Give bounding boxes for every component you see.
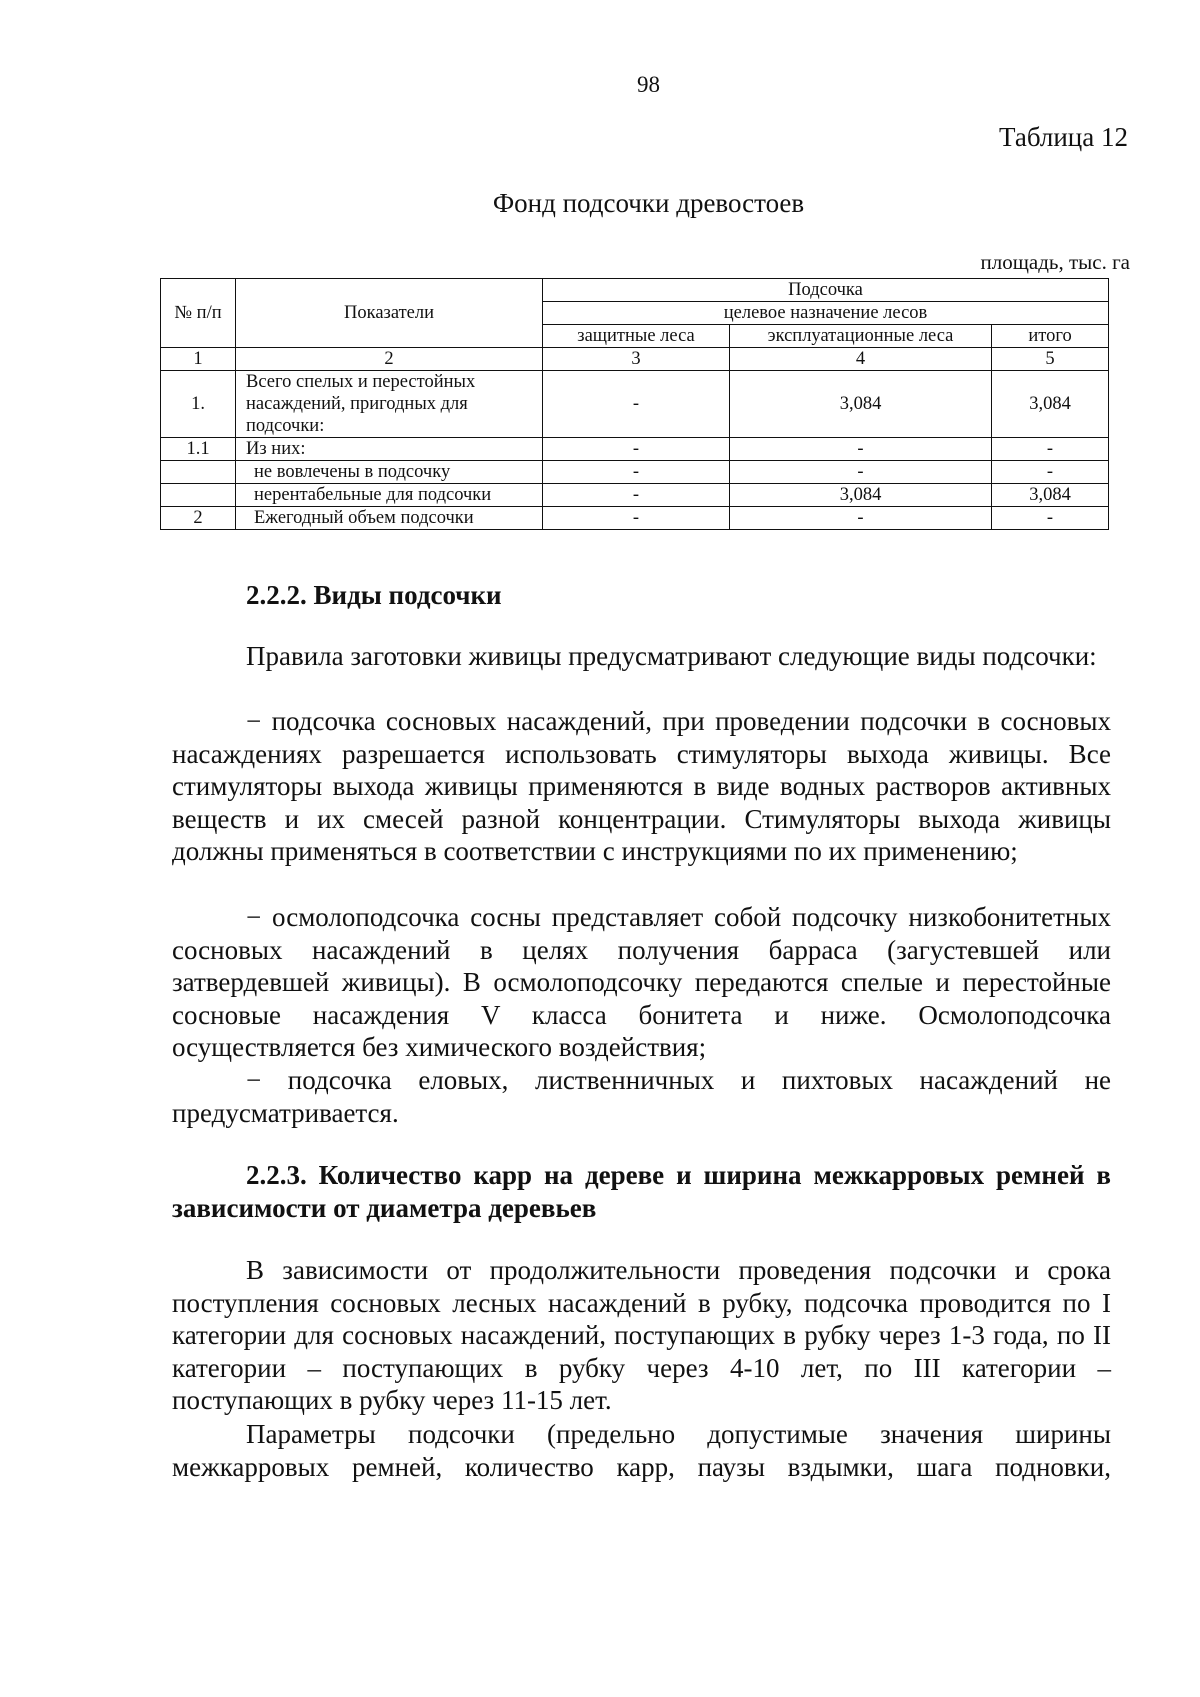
header-indicator: Показатели <box>236 279 543 348</box>
paragraph-list-item: − подсочка сосновых насаждений, при проведении подсочки в сосновых насаждениях разрешается использовать стимуляторы выхода живицы. Все стимуляторы выхода живицы применяются в виде водных растворов активных веществ и их смесей разной концентрации. Стимуляторы выхода живицы должны применяться в соответствии с инструкциями по их применению; <box>172 706 1111 867</box>
row-num <box>161 461 236 484</box>
table-row <box>161 438 1109 461</box>
row-exploitation: 3,084 <box>730 371 992 438</box>
index-cell: 3 <box>543 348 730 371</box>
table-header-row <box>161 279 1109 302</box>
table-index-row <box>161 348 1109 371</box>
header-purpose: целевое назначение лесов <box>543 302 1109 325</box>
table-title: Фонд подсочки древостоев <box>492 188 805 218</box>
index-cell: 2 <box>236 348 543 371</box>
table-row <box>161 461 1109 484</box>
page-number: 98 <box>637 72 660 97</box>
table-row <box>161 484 1109 507</box>
row-protective: - <box>543 484 730 507</box>
row-total: - <box>992 507 1109 530</box>
row-exploitation: - <box>730 507 992 530</box>
row-num: 1. <box>161 371 236 438</box>
section-heading-2-2-3: 2.2.3. Количество карр на дереве и ширина межкарровых ремней в зависимости от диаметра деревьев <box>172 1160 1111 1223</box>
header-num: № п/п <box>161 279 236 348</box>
row-label: Ежегодный объем подсочки <box>236 507 543 530</box>
index-cell: 1 <box>161 348 236 371</box>
units-label: площадь, тыс. га <box>980 250 1130 274</box>
header-tapping: Подсочка <box>543 279 1109 302</box>
paragraph: Параметры подсочки (предельно допустимые значения ширины межкарровых ремней, количество карр, паузы вздымки, шага подновки, <box>172 1419 1111 1482</box>
row-label: Всего спелых и перестойных насаждений, пригодных для подсочки: <box>236 371 543 438</box>
row-total: 3,084 <box>992 484 1109 507</box>
row-label: Из них: <box>236 438 543 461</box>
paragraph: Правила заготовки живицы предусматривают следующие виды подсочки: <box>246 641 1097 671</box>
index-cell: 4 <box>730 348 992 371</box>
paragraph-list-item: − подсочка еловых, лиственничных и пихтовых насаждений не предусматривается. <box>172 1065 1111 1128</box>
row-label: нерентабельные для подсочки <box>236 484 543 507</box>
header-protective: защитные леса <box>543 325 730 348</box>
table-row <box>161 507 1109 530</box>
row-exploitation: - <box>730 461 992 484</box>
row-total: 3,084 <box>992 371 1109 438</box>
section-heading-2-2-2: 2.2.2. Виды подсочки <box>246 580 502 610</box>
header-total: итого <box>992 325 1109 348</box>
row-label: не вовлечены в подсочку <box>236 461 543 484</box>
table-row <box>161 371 1109 438</box>
row-protective: - <box>543 507 730 530</box>
row-total: - <box>992 461 1109 484</box>
header-exploitation: эксплуатационные леса <box>730 325 992 348</box>
row-num: 1.1 <box>161 438 236 461</box>
row-num <box>161 484 236 507</box>
index-cell: 5 <box>992 348 1109 371</box>
row-num: 2 <box>161 507 236 530</box>
tapping-fund-table <box>160 278 1109 530</box>
paragraph-list-item: − осмолоподсочка сосны представляет собой подсочку низкобонитетных сосновых насаждений в целях получения барраса (загустевшей или затвердевшей живицы). В осмолоподсочку передаются спелые и перестойные сосновые насаждения V класса бонитета и ниже. Осмолоподсочка осуществляется без химического воздействия; <box>172 902 1111 1063</box>
row-protective: - <box>543 461 730 484</box>
row-protective: - <box>543 371 730 438</box>
row-exploitation: 3,084 <box>730 484 992 507</box>
row-protective: - <box>543 438 730 461</box>
row-exploitation: - <box>730 438 992 461</box>
table-label: Таблица 12 <box>999 122 1128 152</box>
paragraph: В зависимости от продолжительности проведения подсочки и срока поступления сосновых лесных насаждений в рубку, подсочка проводится по I категории для сосновых насаждений, поступающих в рубку через 1-3 года, по II категории – поступающих в рубку через 4-10 лет, по III категории – поступающих в рубку через 11-15 лет. <box>172 1255 1111 1416</box>
row-total: - <box>992 438 1109 461</box>
